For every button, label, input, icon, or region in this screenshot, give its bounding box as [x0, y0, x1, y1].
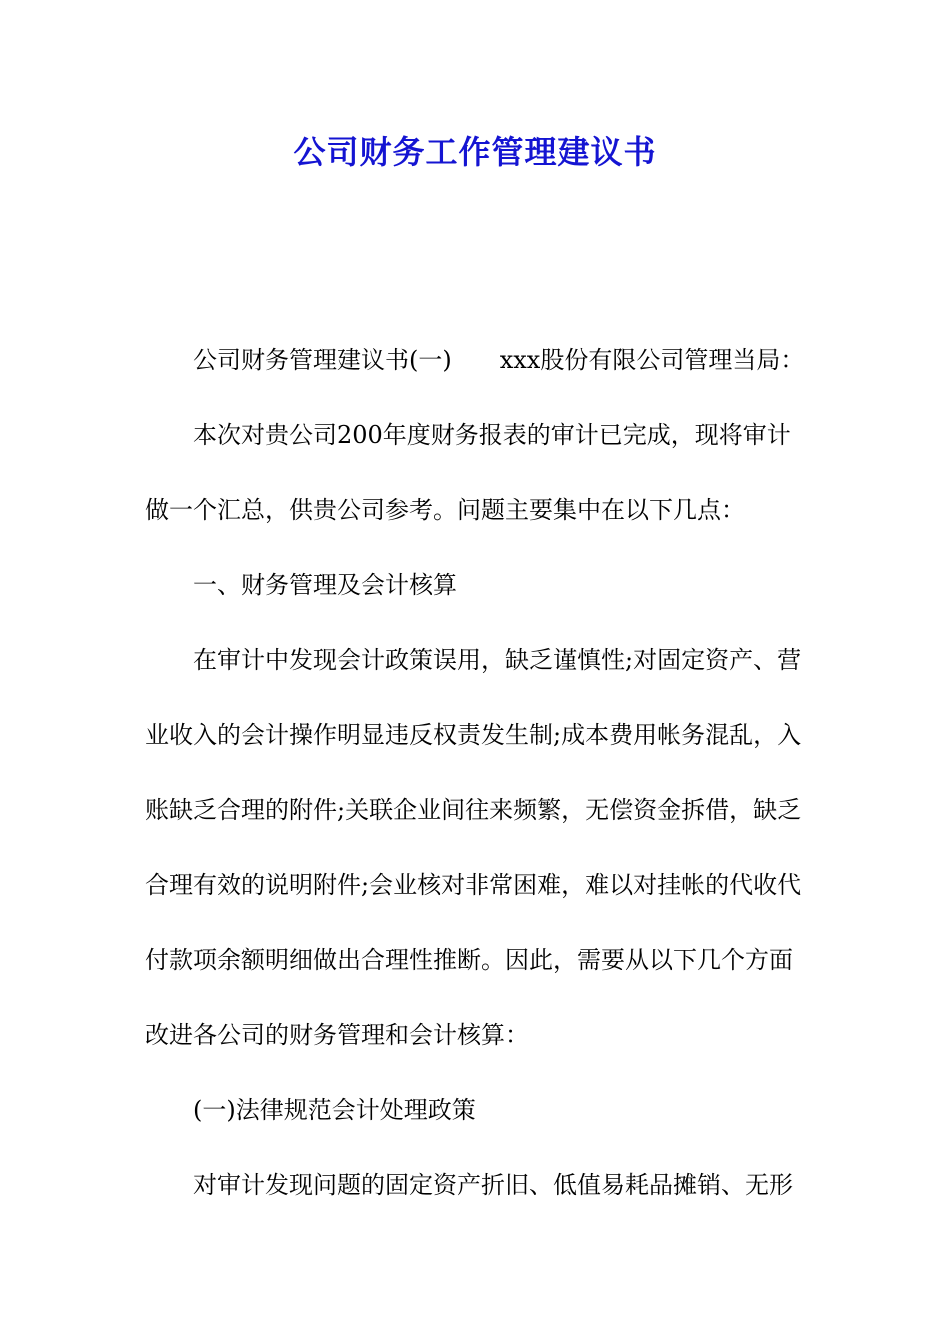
paragraph-line: 付款项余额明细做出合理性推断。因此，需要从以下几个方面	[145, 946, 793, 974]
paragraph-line: 在审计中发现会计政策误用，缺乏谨慎性;对固定资产、营	[193, 646, 802, 674]
paragraph-line: 本次对贵公司200年度财务报表的审计已完成，现将审计	[193, 421, 791, 449]
section-heading: 一、财务管理及会计核算	[193, 571, 457, 599]
letter-heading: 公司财务管理建议书(一)	[193, 346, 452, 374]
salutation-line	[145, 340, 810, 415]
subsection-heading: (一)法律规范会计处理政策	[193, 1096, 476, 1124]
addressee: xxx股份有限公司管理当局：	[499, 346, 805, 374]
paragraph-line: 账缺乏合理的附件;关联企业间往来频繁，无偿资金拆借，缺乏	[145, 796, 802, 824]
document-title: 公司财务工作管理建议书	[293, 133, 657, 171]
paragraph-line: 改进各公司的财务管理和会计核算：	[145, 1021, 529, 1049]
paragraph-line: 业收入的会计操作明显违反权责发生制;成本费用帐务混乱，入	[145, 721, 802, 749]
paragraph-line: 合理有效的说明附件;会业核对非常困难，难以对挂帐的代收代	[145, 871, 802, 899]
paragraph-line: 做一个汇总，供贵公司参考。问题主要集中在以下几点：	[145, 496, 745, 524]
document-body	[145, 340, 810, 1240]
paragraph-line: 对审计发现问题的固定资产折旧、低值易耗品摊销、无形	[193, 1171, 793, 1199]
